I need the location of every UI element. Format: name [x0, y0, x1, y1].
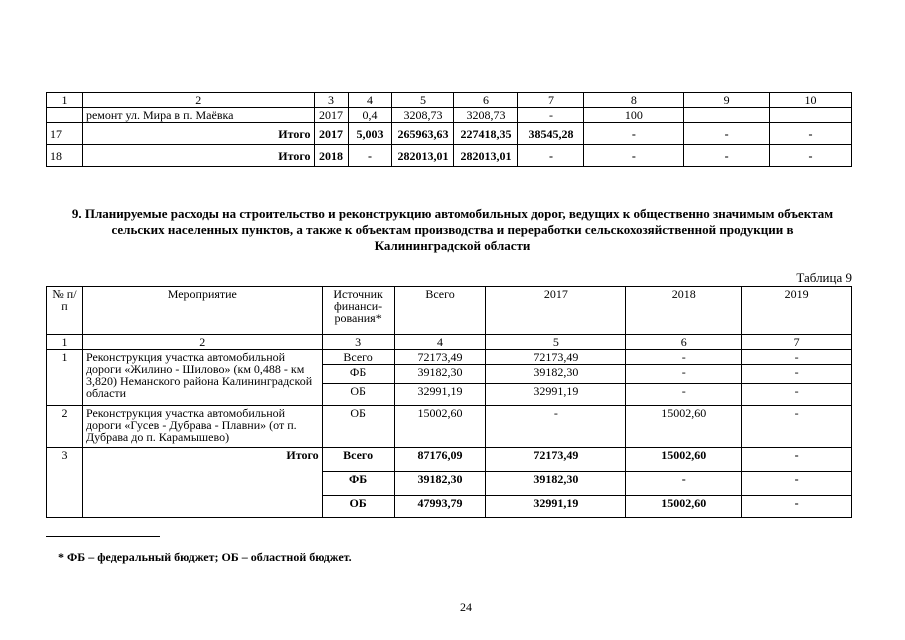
cell: - — [518, 145, 584, 167]
cell-num: 3 — [47, 448, 83, 518]
cell-source: ОБ — [322, 406, 394, 448]
cell-event: Реконструкция участка автомобильной дороги «Гусев - Дубрава - Плавни» (от п. Дубрава до п. Карамышево) — [82, 406, 322, 448]
cell-total: 87176,09 — [394, 448, 486, 472]
cell: - — [770, 123, 852, 145]
cell-2019: - — [742, 350, 852, 365]
cell-total: 39182,30 — [394, 472, 486, 496]
col-num: 10 — [770, 93, 852, 108]
cell: 3208,73 — [392, 108, 454, 123]
cell-2019: - — [742, 384, 852, 406]
cell: 17 — [47, 123, 83, 145]
col-num: 7 — [518, 93, 584, 108]
cell: - — [684, 123, 770, 145]
col-num: 2 — [82, 335, 322, 350]
cell-total-label: Итого — [82, 448, 322, 472]
cell-total: 47993,79 — [394, 496, 486, 518]
cell: 2018 — [314, 145, 348, 167]
table-row — [47, 108, 852, 123]
table-row — [47, 406, 852, 448]
continuation-table — [46, 92, 852, 167]
table-header-row — [47, 287, 852, 335]
col-num: 2 — [82, 93, 314, 108]
cell-source: ОБ — [322, 384, 394, 406]
header-2019: 2019 — [742, 287, 852, 335]
cell: 265963,63 — [392, 123, 454, 145]
cell: Итого — [82, 145, 314, 167]
table-row — [47, 123, 852, 145]
col-num: 8 — [584, 93, 684, 108]
cell — [47, 108, 83, 123]
col-num: 3 — [322, 335, 394, 350]
col-num: 1 — [47, 93, 83, 108]
cell-empty — [82, 496, 322, 518]
table-label: Таблица 9 — [796, 270, 852, 285]
cell: 38545,28 — [518, 123, 584, 145]
header-event: Мероприятие — [82, 287, 322, 335]
total-row — [47, 496, 852, 518]
cell — [770, 108, 852, 123]
cell-num: 2 — [47, 406, 83, 448]
col-num: 4 — [394, 335, 486, 350]
total-row — [47, 448, 852, 472]
cell: 18 — [47, 145, 83, 167]
cell-source: Всего — [322, 448, 394, 472]
col-num: 3 — [314, 93, 348, 108]
page-number: 24 — [460, 600, 472, 614]
footnote: * ФБ – федеральный бюджет; ОБ – областной бюджет. — [58, 550, 352, 564]
cell-2018: - — [626, 350, 742, 365]
cell-event: ремонт ул. Мира в п. Маёвка — [82, 108, 314, 123]
cell-source: ФБ — [322, 472, 394, 496]
cell-2019: - — [742, 406, 852, 448]
col-num: 9 — [684, 93, 770, 108]
col-num: 5 — [486, 335, 626, 350]
cell-total: 72173,49 — [394, 350, 486, 365]
col-num: 7 — [742, 335, 852, 350]
cell: 100 — [584, 108, 684, 123]
column-number-row — [47, 335, 852, 350]
cell-empty — [82, 472, 322, 496]
cell-2017: 39182,30 — [486, 472, 626, 496]
cell: Итого — [82, 123, 314, 145]
table-row — [47, 350, 852, 365]
cell — [684, 108, 770, 123]
cell-total: 32991,19 — [394, 384, 486, 406]
col-num: 6 — [626, 335, 742, 350]
cell: - — [584, 145, 684, 167]
cell-2018: 15002,60 — [626, 448, 742, 472]
cell-total: 15002,60 — [394, 406, 486, 448]
cell: - — [518, 108, 584, 123]
cell-2018: - — [626, 365, 742, 384]
col-num: 4 — [348, 93, 392, 108]
cell: 2017 — [314, 123, 348, 145]
header-2017: 2017 — [486, 287, 626, 335]
cell-2018: - — [626, 472, 742, 496]
cell-source: ФБ — [322, 365, 394, 384]
col-num: 6 — [454, 93, 518, 108]
section-title: 9. Планируемые расходы на строительство и реконструкцию автомобильных дорог, ведущих к общественно значимым объектам сельских населенных пунктов, а также к объектам производства и переработки сельскохозяйственной продукции в Калининградской области — [71, 206, 834, 253]
header-source: Источник финанси-рования* — [322, 287, 394, 335]
header-total: Всего — [394, 287, 486, 335]
cell: - — [770, 145, 852, 167]
cell-2017: 72173,49 — [486, 350, 626, 365]
cell-total: 39182,30 — [394, 365, 486, 384]
cell: - — [584, 123, 684, 145]
cell-2017: 39182,30 — [486, 365, 626, 384]
cell: 5,003 — [348, 123, 392, 145]
cell-2017: - — [486, 406, 626, 448]
cell: 2017 — [314, 108, 348, 123]
col-num: 5 — [392, 93, 454, 108]
cell-source: Всего — [322, 350, 394, 365]
cell-2017: 32991,19 — [486, 496, 626, 518]
cell-2019: - — [742, 365, 852, 384]
table-header-row — [47, 93, 852, 108]
total-row — [47, 472, 852, 496]
cell-2017: 72173,49 — [486, 448, 626, 472]
cell: 0,4 — [348, 108, 392, 123]
header-2018: 2018 — [626, 287, 742, 335]
header-num: № п/п — [47, 287, 83, 335]
footnote-divider — [46, 536, 160, 537]
cell-event: Реконструкция участка автомобильной дороги «Жилино - Шилово» (км 0,488 - км 3,820) Неманского района Калининградской области — [82, 350, 322, 406]
cell: 282013,01 — [454, 145, 518, 167]
cell-2018: 15002,60 — [626, 496, 742, 518]
table-row — [47, 145, 852, 167]
cell-2019: - — [742, 472, 852, 496]
cell-2018: - — [626, 384, 742, 406]
cell: - — [684, 145, 770, 167]
cell: 227418,35 — [454, 123, 518, 145]
cell-2018: 15002,60 — [626, 406, 742, 448]
expenses-table — [46, 286, 852, 518]
cell: - — [348, 145, 392, 167]
cell: 3208,73 — [454, 108, 518, 123]
cell-2019: - — [742, 496, 852, 518]
cell: 282013,01 — [392, 145, 454, 167]
col-num: 1 — [47, 335, 83, 350]
cell-num: 1 — [47, 350, 83, 406]
cell-2019: - — [742, 448, 852, 472]
cell-2017: 32991,19 — [486, 384, 626, 406]
cell-source: ОБ — [322, 496, 394, 518]
